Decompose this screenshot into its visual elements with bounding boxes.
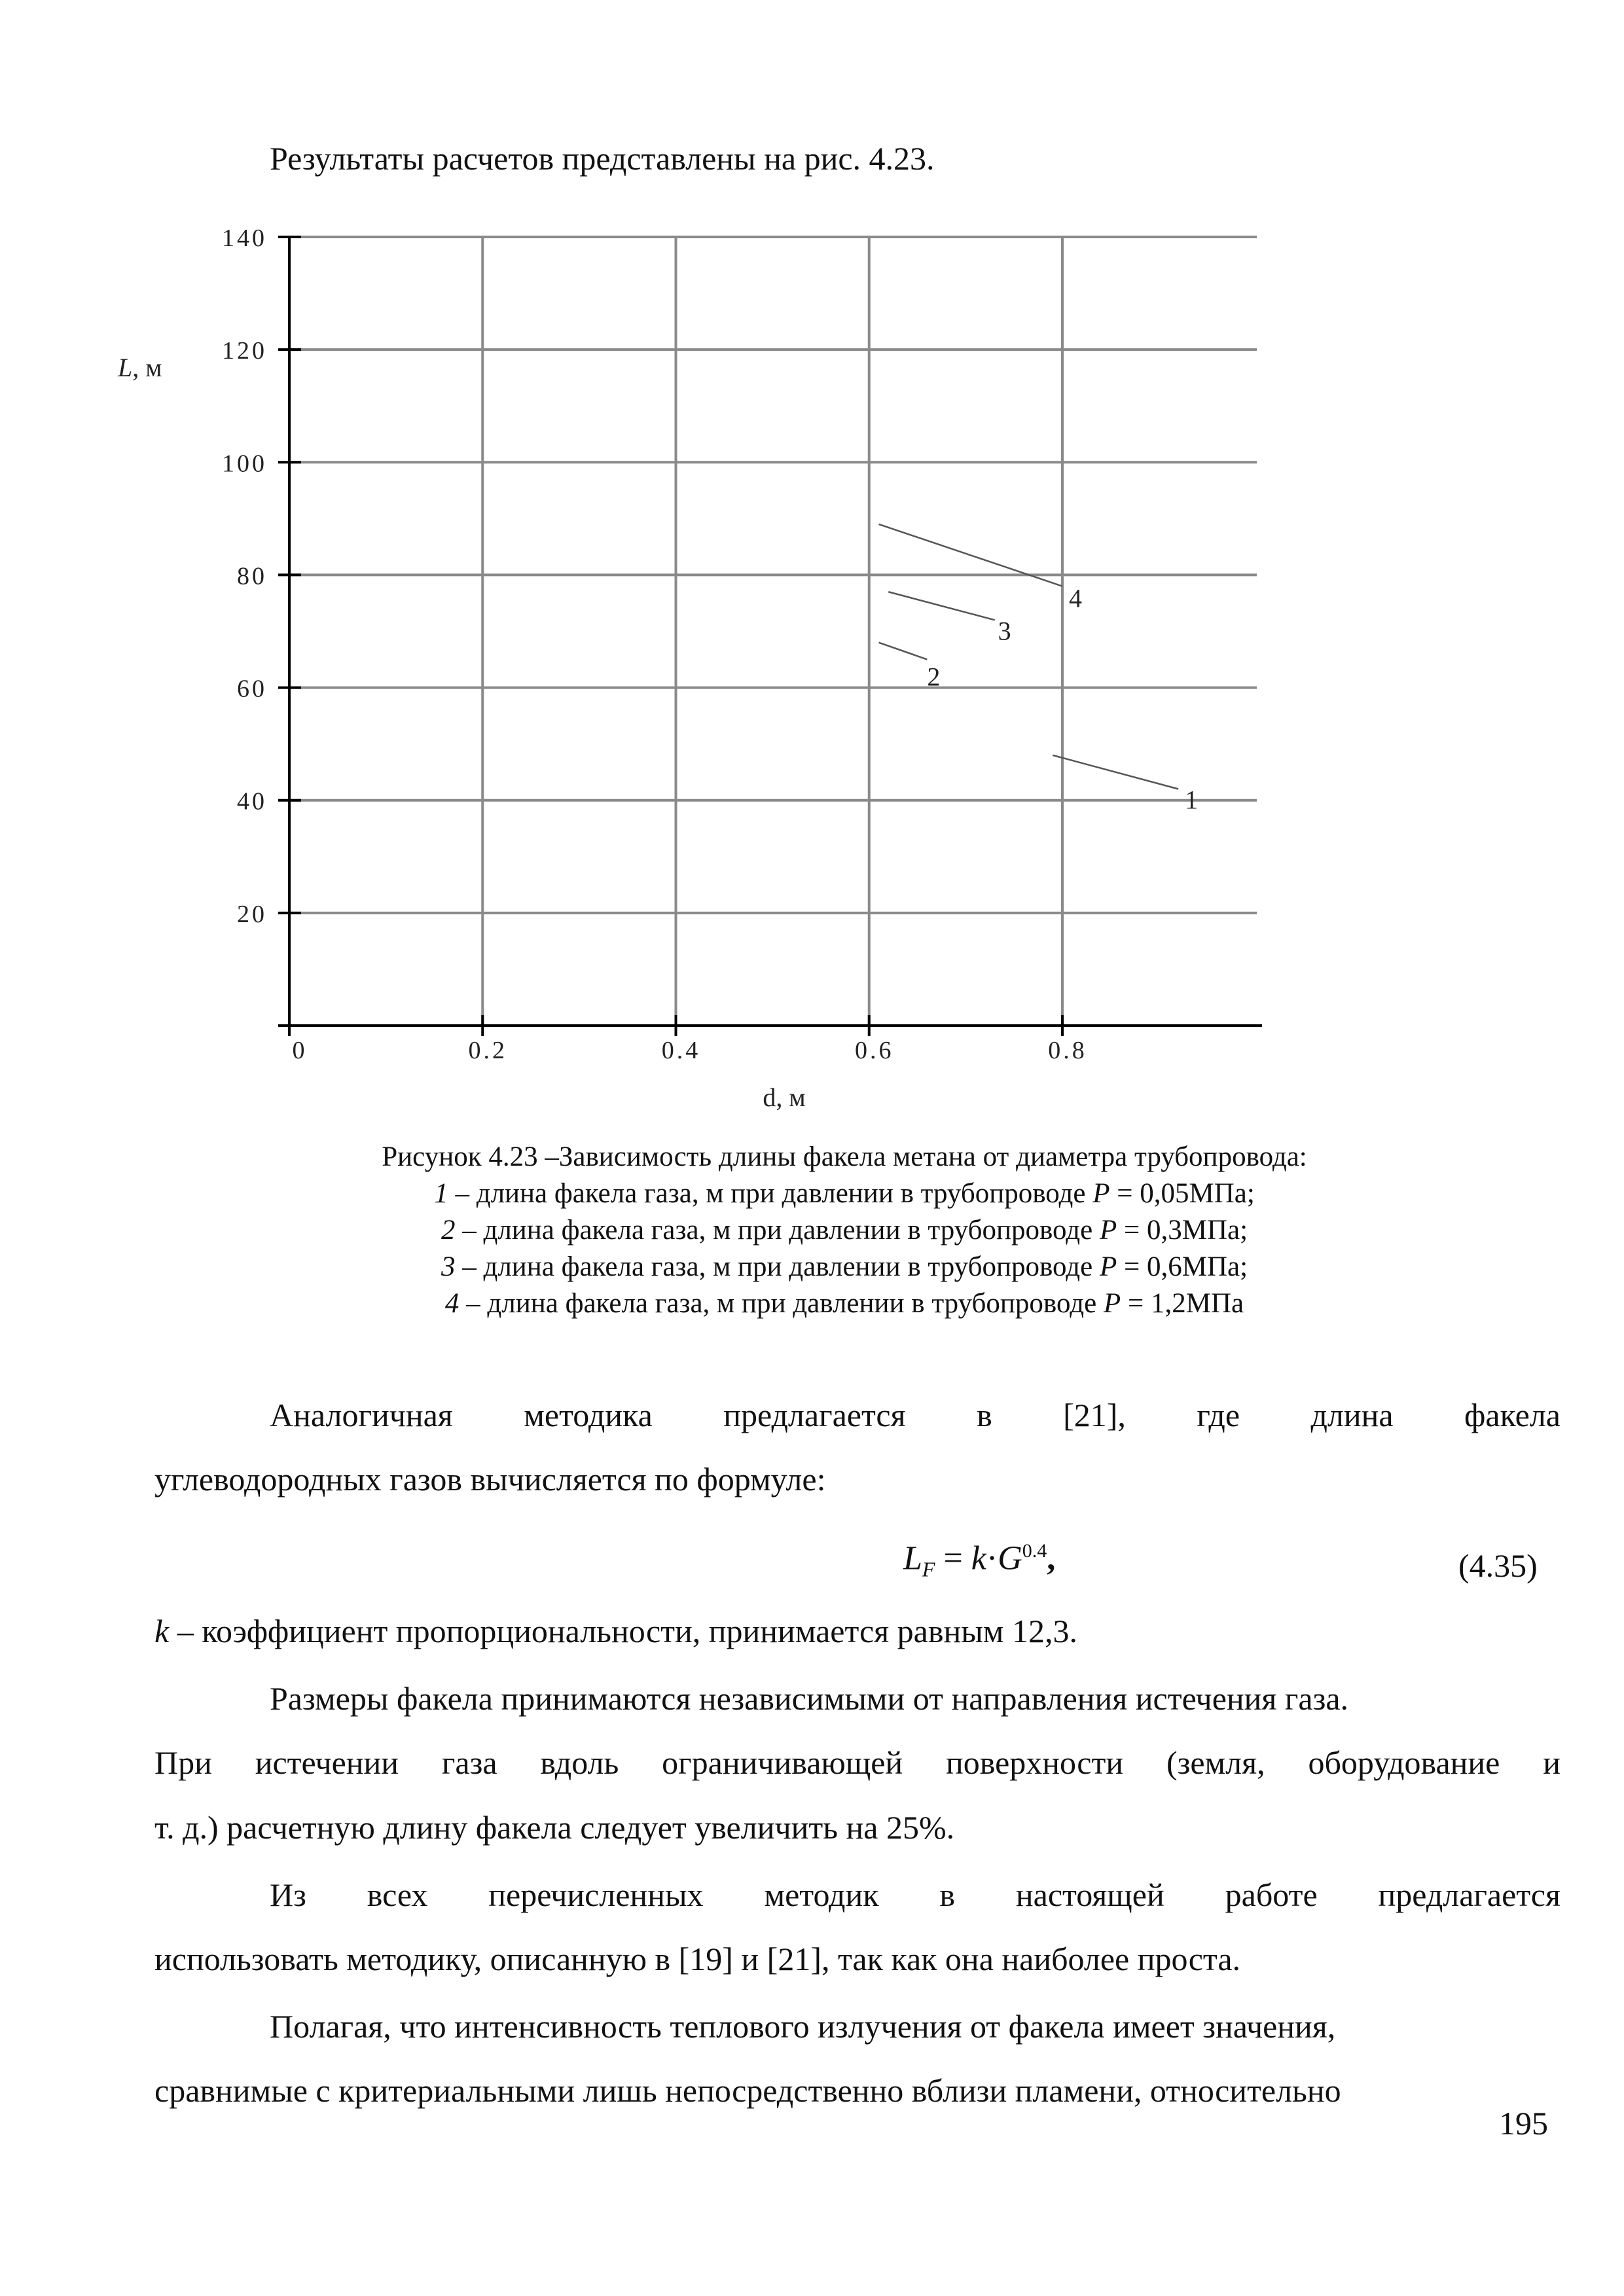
paragraph-1-line-1 <box>270 1395 1561 1435</box>
paragraph-4-line-2: сравнимые с критериальными лишь непосредственно вблизи пламени, относительно <box>154 2072 1341 2109</box>
paragraph-1-word: где <box>1197 1397 1240 1433</box>
paragraph-1-line-2: углеводородных газов вычисляется по формуле: <box>154 1461 826 1498</box>
y-tick-label: 100 <box>222 450 267 478</box>
series-label-4: 4 <box>1069 583 1082 613</box>
paragraph-1-word: [21], <box>1063 1397 1126 1433</box>
k-definition: k – коэффициент пропорциональности, принимается равным 12,3. <box>154 1613 1077 1649</box>
chart-axes <box>278 237 1262 1026</box>
y-tick-label: 20 <box>237 900 267 928</box>
paragraph-2-line-2 <box>154 1743 1561 1782</box>
paragraph-2-line-1: Размеры факела принимаются независимыми от направления истечения газа. <box>270 1680 1349 1717</box>
chart-grid <box>289 237 1257 1026</box>
paragraph-2-word: вдоль <box>540 1744 619 1781</box>
paragraph-1-word: методика <box>524 1397 653 1433</box>
x-axis-label: d, м <box>763 1083 806 1112</box>
formula-number: (4.35) <box>1458 1547 1538 1584</box>
series-label-1: 1 <box>1185 785 1199 815</box>
paragraph-3-word: в <box>939 1876 956 1913</box>
figure-caption-title: Рисунок 4.23 –Зависимость длины факела метана от диаметра трубопровода: <box>382 1141 1307 1172</box>
series-line-4 <box>879 524 1062 586</box>
paragraph-2-word: При <box>154 1744 212 1781</box>
series-line-3 <box>888 592 994 620</box>
x-tick-label: 0 <box>292 1037 308 1064</box>
paragraph-1-word: факела <box>1464 1397 1561 1433</box>
paragraph-3-line-1 <box>270 1875 1561 1914</box>
series-line-2 <box>879 643 928 660</box>
intro-text: Результаты расчетов представлены на рис. 4.23. <box>270 140 935 177</box>
paragraph-3-word: предлагается <box>1378 1876 1561 1913</box>
caption-item-3: 3 – длина факела газа, м при давлении в трубопроводе P = 0,6МПа; <box>441 1251 1248 1282</box>
caption-item-1: 1 – длина факела газа, м при давлении в трубопроводе P = 0,05МПа; <box>434 1178 1255 1209</box>
paragraph-1-word: в <box>977 1397 992 1433</box>
paragraph-2-word: (земля, <box>1166 1744 1265 1781</box>
paragraph-3-word: Из <box>270 1876 306 1913</box>
paragraph-1-word: длина <box>1310 1397 1394 1433</box>
y-tick-label: 140 <box>222 224 267 252</box>
paragraph-3-word: методик <box>764 1876 879 1913</box>
y-tick-label: 40 <box>237 787 267 816</box>
paragraph-3-word: работе <box>1225 1876 1318 1913</box>
series-label-2: 2 <box>927 662 941 692</box>
paragraph-2-word: поверхности <box>946 1744 1124 1781</box>
x-tick-label: 0.6 <box>855 1037 894 1064</box>
paragraph-3-word: настоящей <box>1015 1876 1164 1913</box>
y-tick-label: 60 <box>237 675 267 703</box>
paragraph-3-line-2: использовать методику, описанную в [19] и [21], так как она наиболее проста. <box>154 1941 1241 1977</box>
x-tick-label: 0.2 <box>468 1037 507 1064</box>
y-axis-label: L, м <box>118 353 162 382</box>
flame-length-chart <box>0 0 1624 1126</box>
paragraph-1-word: предлагается <box>723 1397 906 1433</box>
paragraph-2-word: истечении <box>255 1744 399 1781</box>
x-tick-label: 0.8 <box>1048 1037 1087 1064</box>
caption-item-2: 2 – длина факела газа, м при давлении в трубопроводе P = 0,3МПа; <box>441 1215 1248 1246</box>
paragraph-4-line-1: Полагая, что интенсивность теплового излучения от факела имеет значения, <box>270 2008 1336 2045</box>
x-tick-label: 0.4 <box>661 1037 701 1064</box>
y-tick-label: 80 <box>237 562 267 590</box>
paragraph-2-word: ограничивающей <box>662 1744 903 1781</box>
caption-item-4: 4 – длина факела газа, м при давлении в трубопроводе P = 1,2МПа <box>444 1288 1244 1319</box>
paragraph-1-word: Аналогичная <box>270 1397 453 1433</box>
y-tick-label: 120 <box>222 337 267 365</box>
series-label-3: 3 <box>998 616 1011 646</box>
paragraph-2-word: оборудование <box>1308 1744 1500 1781</box>
paragraph-3-word: всех <box>367 1876 428 1913</box>
paragraph-2-word: газа <box>441 1744 497 1781</box>
paragraph-2-line-3: т. д.) расчетную длину факела следует увеличить на 25%. <box>154 1809 955 1846</box>
page-number: 195 <box>1499 2105 1548 2142</box>
series-line-1 <box>1053 755 1178 789</box>
paragraph-3-word: перечисленных <box>488 1876 704 1913</box>
paragraph-2-word: и <box>1543 1744 1561 1781</box>
formula-4-35: $L_F = k\cdot G^{0.4}$, <box>903 1539 1056 1581</box>
